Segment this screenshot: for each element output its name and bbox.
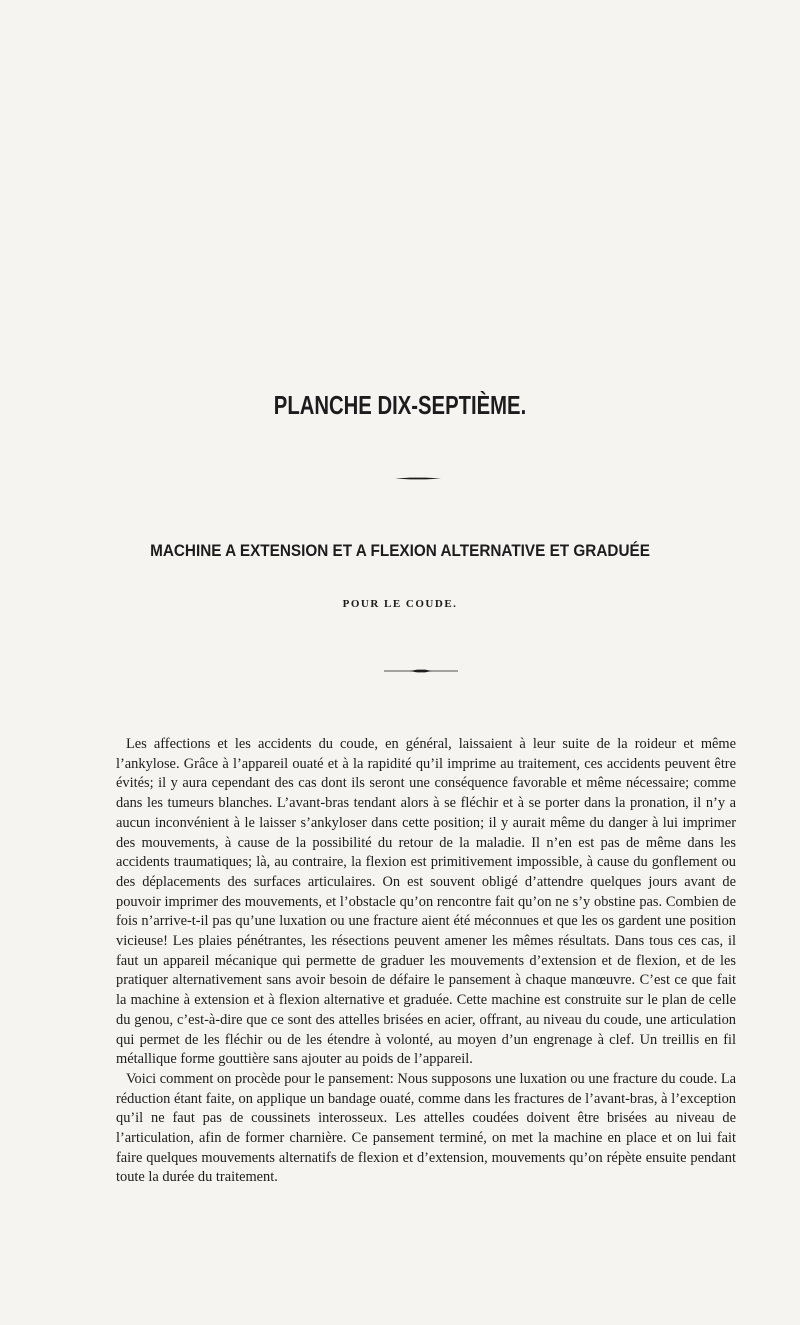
ornamental-rule-small xyxy=(384,669,458,673)
body-paragraph: Voici comment on procède pour le pansement: Nous supposons une luxation ou une fracture du coude. La réduction étant faite, on applique un bandage ouaté, comme dans les fractures de l’avant-bras, à l’exception qu’il ne faut pas de coussinets interosseux. Les attelles coudées doivent être brisées au niveau de l’articulation, afin de former charnière. Ce pansement terminé, on met la machine en place et on lui fait faire quelques mouvements alternatifs de flexion et d’extension, mouvements qu’on répète ensuite pendant toute la durée du traitement. xyxy=(116,1070,736,1186)
plate-subtitle: MACHINE A EXTENSION ET A FLEXION ALTERNATIVE ET GRADUÉE xyxy=(150,541,650,560)
body-text xyxy=(116,735,736,1188)
plate-subsubtitle: POUR LE COUDE. xyxy=(342,598,458,610)
body-paragraph: Les affections et les accidents du coude, en général, laissaient à leur suite de la roideur et même l’ankylose. Grâce à l’appareil ouaté et à la rapidité qu’il imprime au traitement, ces accidents peuvent être évités; il y aura cependant des cas dont ils seront une conséquence favorable et même nécessaire; comme dans les tumeurs blanches. L’avant-bras tendant alors à se fléchir et à se porter dans la pronation, il n’y a aucun inconvénient à le laisser s’ankyloser dans cette position; il y aurait même du danger à lui imprimer des mouvements, à cause de la possibilité du retour de la maladie. Il n’en est pas de même dans les accidents traumatiques; là, au contraire, la flexion est primitivement impossible, à cause du gonflement ou des déplacements des surfaces articulaires. On est souvent obligé d’attendre quelques jours avant de pouvoir imprimer des mouvements, et l’obstacle qu’on rencontre fait qu’on ne s’y obstine pas. Combien de fois n’arrive-t-il pas qu’une luxation ou une fracture aient été méconnues et que les os gardent une position vicieuse! Les plaies pénétrantes, les résections peuvent amener les mêmes résultats. Dans tous ces cas, il faut un appareil mécanique qui permette de graduer les mouvements d’extension et de flexion, et de les pratiquer alternativement sans avoir besoin de défaire le pansement à chaque manœuvre. C’est ce que fait la machine à extension et à flexion alternative et graduée. Cette machine est construite sur le plan de celle du genou, c’est-à-dire que ce sont des attelles brisées en acier, offrant, au niveau du coude, une articulation qui permet de les fléchir ou de les étendre à volonté, au moyen d’un engrenage à clef. Un treillis en fil métallique forme gouttière sans ajouter au poids de l’appareil. xyxy=(116,736,736,1068)
plate-title: PLANCHE DIX-SEPTIÈME. xyxy=(273,390,527,420)
ornamental-rule xyxy=(395,477,441,479)
